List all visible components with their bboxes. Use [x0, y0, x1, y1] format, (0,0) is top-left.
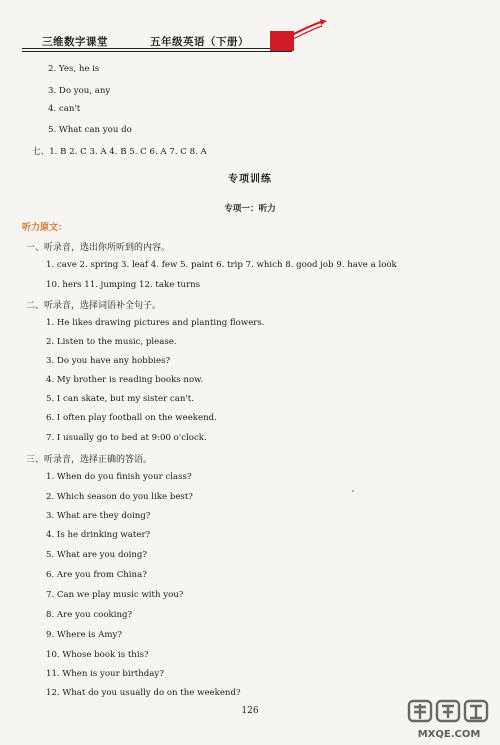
- word-list-row: 1. cave 2. spring 3. leaf 4. few 5. paint 6. trip 7. which 8. good job 9. have a look: [46, 260, 397, 270]
- list-item: 1. When do you finish your class?: [46, 472, 192, 482]
- list-item: 12. What do you usually do on the weekend?: [46, 688, 241, 698]
- page-title: 专项训练: [228, 174, 272, 185]
- list-item: 2. Which season do you like best?: [46, 492, 193, 502]
- list-item: 4. My brother is reading books now.: [46, 375, 204, 385]
- section-title-1: 一、听录音，选出你所听到的内容。: [26, 243, 171, 253]
- watermark-logo: [405, 698, 493, 742]
- list-item: 8. Are you cooking?: [46, 610, 133, 620]
- list-item: 1. He likes drawing pictures and planting flowers.: [46, 318, 265, 328]
- list-item: 10. Whose book is this?: [46, 650, 149, 660]
- page-header: [0, 0, 500, 60]
- list-item: 2. Listen to the music, please.: [46, 337, 177, 347]
- list-item: 9. Where is Amy?: [46, 630, 123, 640]
- list-item: 5. I can skate, but my sister can't.: [46, 394, 194, 404]
- answer-line: 4. can't: [48, 104, 81, 114]
- word-list-row: 10. hers 11. jumping 12. take turns: [46, 280, 201, 290]
- list-item: 3. What are they doing?: [46, 511, 151, 521]
- header-rule-bottom: [22, 51, 292, 52]
- section-title-2: 二、听录音，选择词语补全句子。: [26, 301, 162, 311]
- section-subtitle: 专项一：听力: [224, 204, 276, 214]
- list-item: 7. Can we play music with you?: [46, 590, 184, 600]
- list-item: 5. What are you doing?: [46, 550, 148, 560]
- list-item: 11. When is your birthday?: [46, 669, 164, 679]
- answer-line: 5. What can you do: [48, 125, 132, 135]
- book-title: 五年级英语（下册）: [150, 36, 249, 48]
- rocket-swoosh-icon: [280, 18, 328, 44]
- list-item: 6. I often play football on the weekend.: [46, 413, 217, 423]
- list-item: 6. Are you from China?: [46, 570, 147, 580]
- answer-line: 3. Do you, any: [48, 86, 111, 96]
- list-item: 4. Is he drinking water?: [46, 530, 151, 540]
- script-heading: 听力原文：: [22, 223, 68, 233]
- list-item: 7. I usually go to bed at 9:00 o'clock.: [46, 433, 207, 443]
- section-title-3: 三、听录音，选择正确的答语。: [26, 455, 153, 465]
- answer-line: 2. Yes, he is: [48, 64, 100, 74]
- series-title: 三维数字课堂: [42, 36, 108, 48]
- watermark-text: MXQE.COM: [417, 729, 481, 740]
- scan-speck: [352, 490, 354, 492]
- list-item: 3. Do you have any hobbies?: [46, 356, 171, 366]
- answer-key-qi: 七、1. B 2. C 3. A 4. B 5. C 6. A 7. C 8. A: [32, 147, 207, 157]
- page-number: 126: [241, 706, 259, 716]
- header-rule-top: [22, 48, 292, 49]
